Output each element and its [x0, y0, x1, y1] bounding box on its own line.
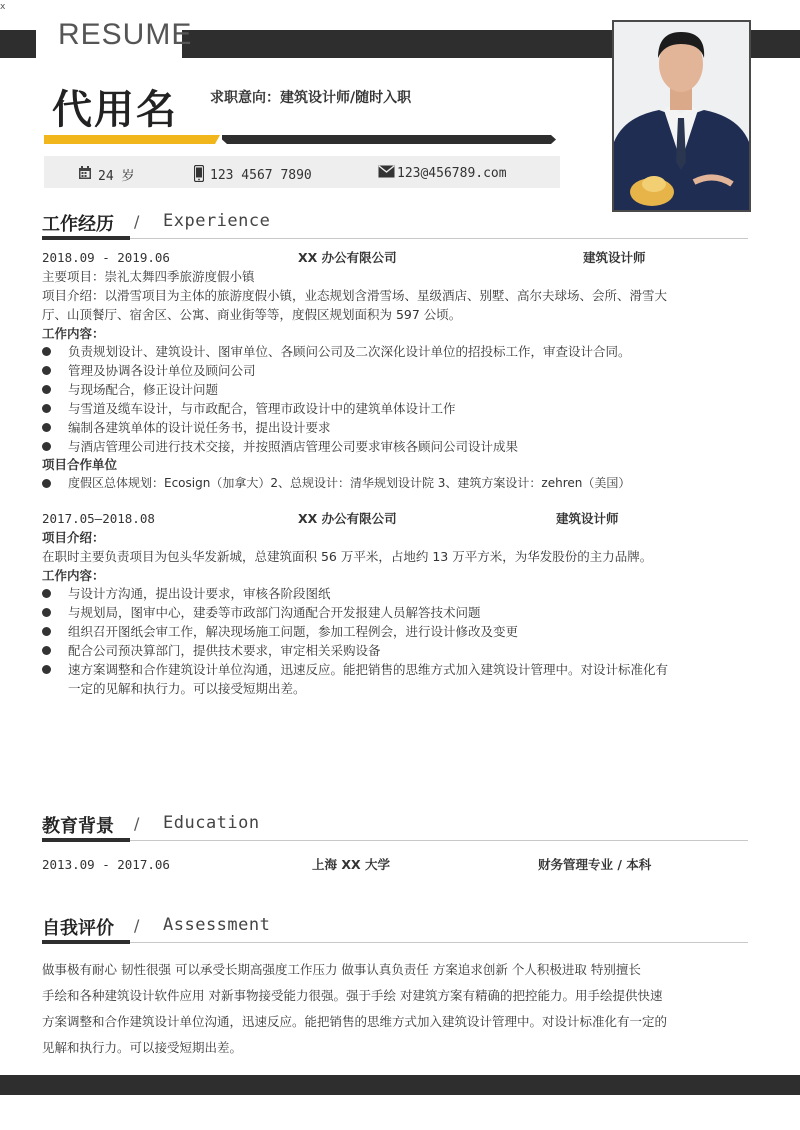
- job2-duty-continued: 一定的见解和执行力。可以接受短期出差。: [68, 681, 306, 696]
- section-divider: [42, 840, 748, 841]
- section-subtitle-assessment: Assessment: [163, 915, 271, 935]
- bullet-dot: [42, 608, 51, 617]
- calendar-icon: [78, 166, 92, 184]
- resume-heading: RESUME: [58, 18, 193, 51]
- candidate-name: 代用名: [52, 87, 178, 133]
- job2-company: XX 办公有限公司: [298, 511, 397, 526]
- education-major: 财务管理专业 / 本科: [538, 857, 652, 872]
- bullet-dot: [42, 385, 51, 394]
- phone-icon: [194, 165, 204, 186]
- dark-bar: [222, 135, 556, 144]
- job1-duty: 与雪道及缆车设计，与市政配合，管理市政设计中的建筑单体设计工作: [68, 401, 456, 416]
- section-subtitle-experience: Experience: [163, 211, 271, 231]
- assessment-line: 做事极有耐心 韧性很强 可以承受长期高强度工作压力 做事认真负责任 方案追求创新 个人积极进取 特别擅长: [42, 962, 641, 977]
- job1-intro-line1: 项目介绍：以滑雪项目为主体的旅游度假小镇，业态规划含滑雪场、星级酒店、别墅、高尔夫球场、会所、滑雪大: [42, 288, 668, 303]
- bullet-dot: [42, 589, 51, 598]
- corner-mark: x: [0, 2, 6, 12]
- job1-role: 建筑设计师: [583, 250, 646, 265]
- bullet-dot: [42, 627, 51, 636]
- section-subtitle-education: Education: [163, 813, 260, 833]
- section-slash-assessment: /: [134, 916, 140, 935]
- phone-text: 123 4567 7890: [210, 168, 312, 183]
- bullet-dot: [42, 665, 51, 674]
- job1-project: 主要项目：崇礼太舞四季旅游度假小镇: [42, 269, 255, 284]
- job1-intro-line2: 厅、山顶餐厅、宿舍区、公寓、商业街等等，度假区规划面积为 597 公顷。: [42, 307, 462, 322]
- email-text: 123@456789.com: [397, 166, 507, 181]
- job2-duty: 配合公司预决算部门，提供技术要求，审定相关采购设备: [68, 643, 381, 658]
- job2-period: 2017.05—2018.08: [42, 511, 155, 526]
- section-slash-experience: /: [134, 212, 140, 231]
- job2-duty: 组织召开图纸会审工作，解决现场施工问题，参加工程例会，进行设计修改及变更: [68, 624, 519, 639]
- section-divider: [42, 942, 748, 943]
- phone-info: [194, 165, 312, 186]
- section-slash-education: /: [134, 814, 140, 833]
- job2-duty: 速方案调整和合作建筑设计单位沟通，迅速反应。能把销售的思维方式加入建筑设计管理中。对设计标准化有: [68, 662, 669, 677]
- job2-intro-title: 项目介绍：: [42, 530, 105, 545]
- assessment-line: 手绘和各种建筑设计软件应用 对新事物接受能力很强。强于手绘 对建筑方案有精确的把控能力。用手绘提供快速: [42, 988, 663, 1003]
- job2-duties-title: 工作内容：: [42, 568, 105, 583]
- section-divider: [42, 238, 748, 239]
- job2-intro: 在职时主要负责项目为包头华发新城，总建筑面积 56 万平米，占地约 13 万平方米，为华发股份的主力品牌。: [42, 549, 653, 564]
- top-bar-left: [0, 30, 36, 58]
- job2-duty: 与设计方沟通，提出设计要求，审核各阶段图纸: [68, 586, 331, 601]
- section-title-education: 教育背景: [42, 816, 114, 837]
- footer-bar: [0, 1075, 800, 1095]
- section-underline: [42, 838, 130, 842]
- job-intent: 求职意向：建筑设计师/随时入职: [210, 90, 412, 106]
- section-underline: [42, 236, 130, 240]
- mail-icon: [378, 165, 395, 182]
- bullet-dot: [42, 423, 51, 432]
- education-period: 2013.09 - 2017.06: [42, 857, 170, 872]
- job1-duties-title: 工作内容：: [42, 326, 105, 341]
- section-title-experience: 工作经历: [42, 214, 114, 235]
- section-title-assessment: 自我评价: [42, 918, 114, 939]
- age-text: 24 岁: [98, 169, 135, 184]
- bullet-dot: [42, 442, 51, 451]
- section-underline: [42, 940, 130, 944]
- bullet-dot: [42, 646, 51, 655]
- email-info: [378, 165, 507, 182]
- job1-partners-title: 项目合作单位: [42, 457, 118, 472]
- job1-duty: 与酒店管理公司进行技术交接，并按照酒店管理公司要求审核各顾问公司设计成果: [68, 439, 519, 454]
- job1-partners: 度假区总体规划：Ecosign（加拿大）2、总规设计：清华规划设计院 3、建筑方案设计：zehren（美国）: [68, 476, 631, 490]
- education-school: 上海 XX 大学: [312, 857, 390, 872]
- job1-duty: 负责规划设计、建筑设计、图审单位、各顾问公司及二次深化设计单位的招投标工作，审查设计合同。: [68, 344, 631, 359]
- job2-duty: 与规划局，图审中心，建委等市政部门沟通配合开发报建人员解答技术问题: [68, 605, 481, 620]
- bullet-dot: [42, 366, 51, 375]
- bullet-dot: [42, 479, 51, 488]
- job1-duty: 管理及协调各设计单位及顾问公司: [68, 363, 256, 378]
- bullet-dot: [42, 404, 51, 413]
- assessment-line: 见解和执行力。可以接受短期出差。: [42, 1040, 243, 1055]
- job1-period: 2018.09 - 2019.06: [42, 250, 170, 265]
- job1-duty: 编制各建筑单体的设计说任务书，提出设计要求: [68, 420, 331, 435]
- accent-bar: [44, 135, 220, 144]
- job2-role: 建筑设计师: [556, 511, 619, 526]
- job1-duty: 与现场配合，修正设计问题: [68, 382, 219, 397]
- age-info: [78, 165, 134, 184]
- profile-photo: [612, 20, 751, 212]
- bullet-dot: [42, 347, 51, 356]
- assessment-line: 方案调整和合作建筑设计单位沟通，迅速反应。能把销售的思维方式加入建筑设计管理中。对设计标准化有一定的: [42, 1014, 668, 1029]
- job1-company: XX 办公有限公司: [298, 250, 397, 265]
